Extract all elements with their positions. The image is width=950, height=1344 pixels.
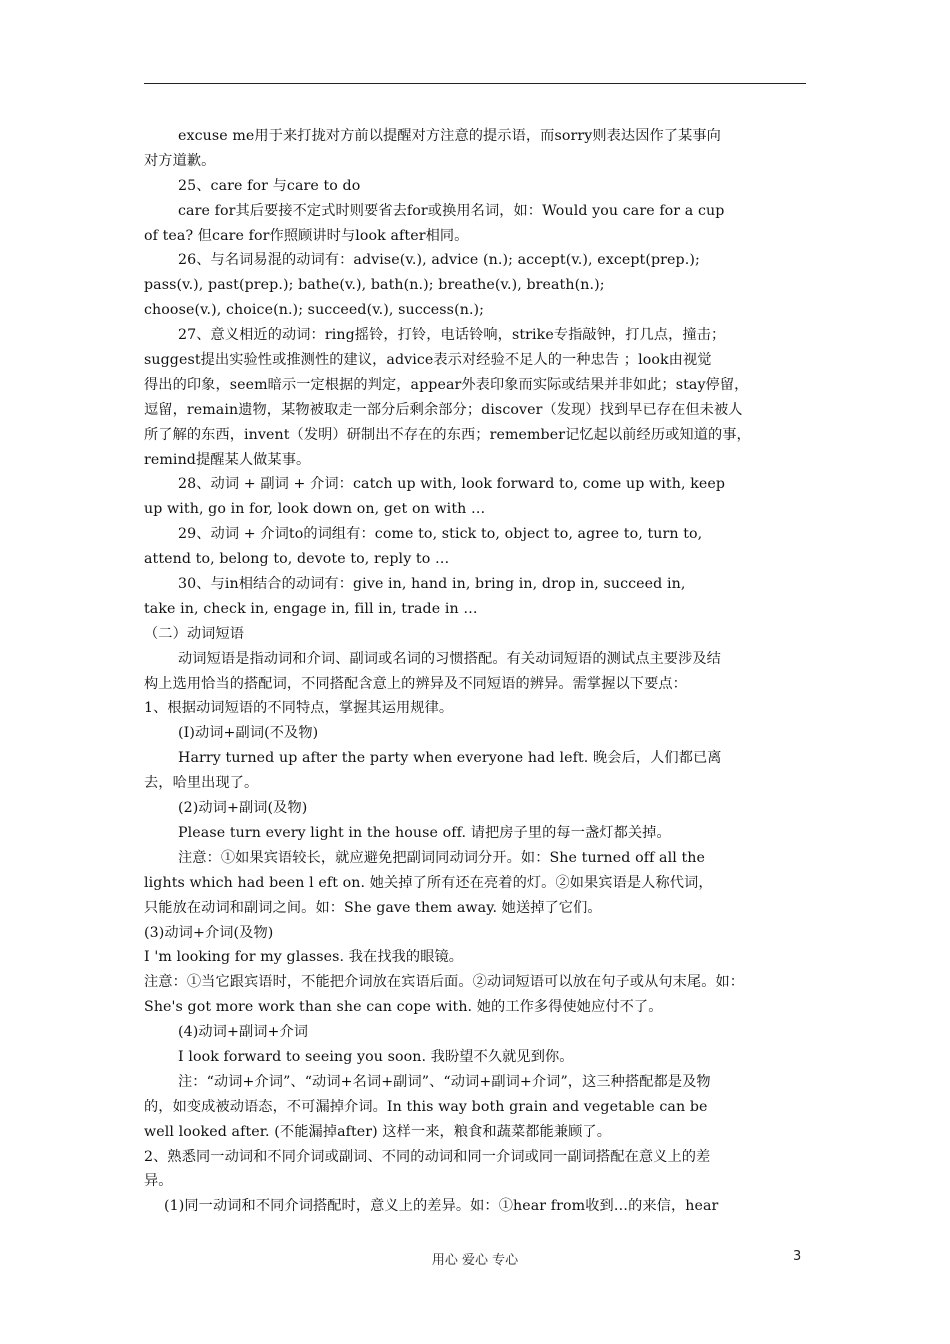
text-line: excuse me用于来打拢对方前以提醒对方注意的提示语，而sorry则表达因作了某事向 <box>178 128 721 144</box>
text-line: 27、意义相近的动词：ring摇铃，打铃，电话铃响，strike专指敲钟，打几点，撞击； <box>178 327 726 344</box>
text-line: lights which had been l eft on. 她关掉了所有还在亮着的灯。②如果宾语是人称代词， <box>144 874 713 891</box>
text-line: suggest提出实验性或推测性的建议，advice表示对经验不足人的一种忠告 ；look由视觉 <box>144 352 712 369</box>
text-line: （二）动词短语 <box>144 625 245 642</box>
text-line: 25、care for 与care to do <box>178 177 361 194</box>
text-line: choose(v.), choice(n.); succeed(v.), success(n.); <box>144 302 485 319</box>
header-rule <box>144 83 806 84</box>
text-line: 30、与in相结合的动词有：give in, hand in, bring in, drop in, succeed in, <box>178 576 686 593</box>
text-line: (4)动词+副词+介词 <box>178 1024 309 1041</box>
text-line: 对方道歉。 <box>144 152 216 169</box>
text-line: 得出的印象，seem暗示一定根据的判定，appear外表印象而实际或结果并非如此；stay停留， <box>144 376 749 393</box>
text-line: 29、动词 + 介词to的词组有：come to, stick to, object to, agree to, turn to, <box>178 526 703 543</box>
footer-motto: 用心 爱心 专心 <box>431 1253 519 1268</box>
text-line: 1、根据动词短语的不同特点，掌握其运用规律。 <box>144 700 454 717</box>
text-line: of tea? 但care for作照顾讲时与look after相同。 <box>144 227 469 244</box>
text-line: 2、熟悉同一动词和不同介词或副词、不同的动词和同一介词或同一副词搭配在意义上的差 <box>144 1148 711 1165</box>
text-line: 的，如变成被动语态，不可漏掉介词。In this way both grain and vegetable can be <box>144 1098 708 1115</box>
text-line: (I)动词+副词(不及物) <box>178 725 319 742</box>
text-line: attend to, belong to, devote to, reply to … <box>144 551 450 568</box>
text-line: She's got more work than she can cope with. 她的工作多得使她应付不了。 <box>144 999 663 1016</box>
text-line: 只能放在动词和副词之间。如：She gave them away. 她送掉了它们。 <box>144 899 602 916</box>
text-line: up with, go in for, look down on, get on with … <box>144 501 486 518</box>
text-line: care for其后要接不定式时则要省去for或换用名词，如：Would you care for a cup <box>178 202 725 219</box>
text-line: 注：“动词+介词”、“动词+名词+副词”、“动词+副词+介词”，这三种搭配都是及物 <box>178 1073 711 1090</box>
text-line: 逗留，remain遗物，某物被取走一部分后剩余部分；discover（发现）找到早已存在但未被人 <box>144 401 743 418</box>
text-line: Please turn every light in the house off. 请把房子里的每一盏灯都关掉。 <box>178 824 671 841</box>
text-line: Harry turned up after the party when everyone had left. 晚会后，人们都已离 <box>178 750 722 767</box>
text-line: 26、与名词易混的动词有：advise(v.), advice (n.); accept(v.), except(prep.); <box>178 252 700 269</box>
text-line: 构上选用恰当的搭配词，不同搭配含意上的辨异及不同短语的辨异。需掌握以下要点： <box>144 675 687 692</box>
text-line: remind提醒某人做某事。 <box>144 451 311 468</box>
text-line: pass(v.), past(prep.); bathe(v.), bath(n.); breathe(v.), breath(n.); <box>144 277 605 294</box>
text-line: (2)动词+副词(及物) <box>178 800 308 817</box>
page-number: 3 <box>793 1249 802 1264</box>
text-line: 所了解的东西，invent（发明）研制出不存在的东西；remember记忆起以前经历或知道的事， <box>144 426 751 443</box>
text-line: (1)同一动词和不同介词搭配时，意义上的差异。如：①hear from收到…的来信，hear <box>164 1198 719 1215</box>
text-line: 动词短语是指动词和介词、副词或名词的习惯搭配。有关动词短语的测试点主要涉及结 <box>178 650 721 667</box>
text-line: 去，哈里出现了。 <box>144 775 259 792</box>
text-line: take in, check in, engage in, fill in, trade in … <box>144 600 478 617</box>
text-line: well looked after. (不能漏掉after) 这样一来，粮食和蔬菜都能兼顾了。 <box>144 1123 611 1140</box>
text-line: 注意：①当它跟宾语时，不能把介词放在宾语后面。②动词短语可以放在句子或从句末尾。如： <box>144 974 745 991</box>
text-line: 28、动词 + 副词 + 介词：catch up with, look forward to, come up with, keep <box>178 476 726 493</box>
text-line: I look forward to seeing you soon. 我盼望不久就见到你。 <box>178 1048 574 1065</box>
text-line: (3)动词+介词(及物) <box>144 924 274 941</box>
text-line: 异。 <box>144 1173 173 1190</box>
text-line: 注意：①如果宾语较长，就应避免把副词同动词分开。如：She turned off all the <box>178 849 706 866</box>
document-body <box>144 124 806 1219</box>
text-line: I 'm looking for my glasses. 我在找我的眼镜。 <box>144 949 464 966</box>
